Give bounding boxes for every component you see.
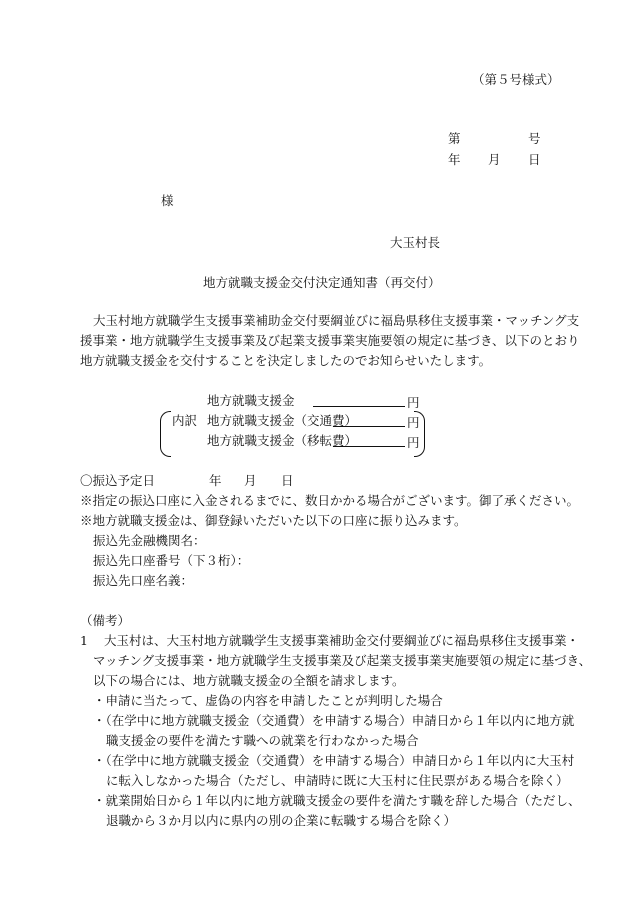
yen-unit: 円	[407, 415, 420, 430]
transfer-note-1: ※指定の振込口座に入金されるまでに、数日かかる場合がございます。御了承ください。	[80, 493, 580, 508]
remarks-bullet-1: ・申請に当たって、虚偽の内容を申請したことが判明した場合	[93, 693, 443, 708]
transfer-month: 月	[244, 473, 257, 488]
remarks-bullet-2-line-2: 職支援金の要件を満たす職への就業を行わなかった場合	[106, 733, 419, 748]
remarks-bullet-3-line-1: ・（在学中に地方就職支援金（交通費）を申請する場合）申請日から１年以内に大玉村	[93, 753, 575, 768]
document-number-prefix: 第	[448, 131, 461, 146]
account-holder-label: 振込先口座名義：	[93, 573, 194, 588]
remarks-item-line-1: 大玉村は、大玉村地方就職学生支援事業補助金交付要綱並びに福島県移住支援事業・	[104, 633, 580, 648]
remarks-heading: （備考）	[80, 613, 131, 628]
date-year: 年	[448, 152, 461, 167]
document-number-suffix: 号	[528, 131, 541, 146]
remarks-bullet-4-line-2: 退職から３か月以内に県内の別の企業に転職する場合を除く）	[106, 813, 457, 828]
transfer-year: 年	[209, 473, 222, 488]
date-day: 日	[528, 152, 541, 167]
remarks-bullet-4-line-1: ・就業開始日から１年以内に地方就職支援金の要件を満たす職を辞した場合（ただし、	[93, 793, 581, 808]
amount-moving-field	[333, 433, 420, 451]
document-title: 地方就職支援金交付決定通知書（再交付）	[203, 275, 441, 290]
sender: 大玉村長	[390, 235, 441, 250]
intro-line-1: 大玉村地方就職学生支援事業補助金交付要綱並びに福島県移住支援事業・マッチング支	[93, 313, 580, 328]
bank-name-label: 振込先金融機関名：	[93, 533, 206, 548]
breakdown-label: 内訳	[172, 413, 198, 428]
remarks-bullet-3-line-2: に転入しなかった場合（ただし、申請時に既に大玉村に住民票がある場合を除く）	[106, 773, 569, 788]
transfer-date-label: 〇振込予定日	[80, 473, 156, 488]
intro-line-3: 地方就職支援金を交付することを決定しましたのでお知らせいたします。	[80, 353, 492, 368]
account-number-label: 振込先口座番号（下３桁）：	[93, 553, 250, 568]
transfer-note-2: ※地方就職支援金は、御登録いただいた以下の口座に振り込みます。	[80, 513, 467, 528]
remarks-item-number: 1	[80, 633, 88, 648]
date-month: 月	[488, 152, 501, 167]
amount-transport-field	[333, 413, 420, 431]
remarks-bullet-2-line-1: ・（在学中に地方就職支援金（交通費）を申請する場合）申請日から１年以内に地方就	[93, 713, 575, 728]
form-number: （第５号様式）	[472, 72, 560, 87]
yen-unit: 円	[407, 435, 420, 450]
amount-total-label: 地方就職支援金	[207, 393, 295, 408]
remarks-item-line-3: 以下の場合には、地方就職支援金の全額を請求します。	[93, 673, 405, 688]
left-bracket	[160, 411, 171, 457]
yen-unit: 円	[407, 395, 420, 410]
amount-moving-label: 地方就職支援金（移転費）	[207, 433, 358, 448]
remarks-item-line-2: マッチング支援事業・地方就職学生支援事業及び起業支援事業実施要領の規定に基づき、	[93, 653, 592, 668]
intro-line-2: 援事業・地方就職学生支援事業及び起業支援事業実施要領の規定に基づき、以下のとおり	[80, 333, 580, 348]
amount-transport-label: 地方就職支援金（交通費）	[207, 413, 358, 428]
addressee-suffix: 様	[161, 193, 174, 208]
amount-total-field	[313, 393, 420, 411]
transfer-day: 日	[281, 473, 294, 488]
